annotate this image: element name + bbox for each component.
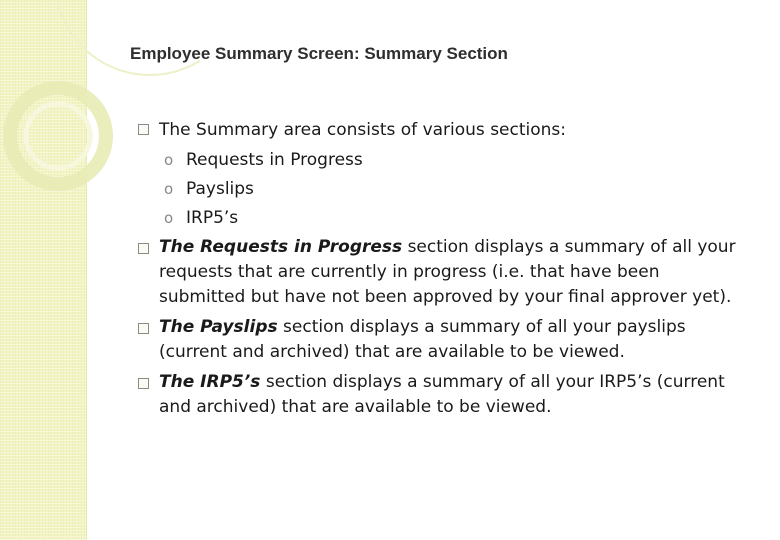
paragraph-item xyxy=(138,315,770,365)
square-bullet-icon xyxy=(138,124,149,135)
paragraph-line: (current and archived) that are available to be viewed. xyxy=(159,342,625,362)
sub-item xyxy=(138,146,770,175)
paragraph-emphasis: The IRP5’s xyxy=(159,372,261,392)
circle-bullet-icon: o xyxy=(164,180,174,198)
circle-bullet-icon: o xyxy=(164,209,174,227)
paragraph-line: and archived) that are available to be viewed. xyxy=(159,397,552,417)
sub-item-label: Payslips xyxy=(186,179,254,199)
paragraph-line: requests that are currently in progress (i.e. that have been xyxy=(159,262,660,282)
paragraph-emphasis: The Payslips xyxy=(159,317,278,337)
square-bullet-icon xyxy=(138,323,149,334)
square-bullet-icon xyxy=(138,243,149,254)
page-title: Employee Summary Screen: Summary Section xyxy=(130,44,508,63)
sub-item-label: Requests in Progress xyxy=(186,150,363,170)
summary-content xyxy=(138,118,770,420)
intro-item xyxy=(138,118,770,146)
paragraph-line: section displays a summary of all your xyxy=(402,237,736,257)
square-bullet-icon xyxy=(138,378,149,389)
paragraph-emphasis: The Requests in Progress xyxy=(159,237,403,257)
paragraph-line: section displays a summary of all your IRP5’s (current xyxy=(260,372,725,392)
sidebar-texture xyxy=(0,0,87,540)
paragraph-item xyxy=(138,370,770,420)
paragraph-item xyxy=(138,235,770,310)
paragraph-line: submitted but have not been approved by your final approver yet). xyxy=(159,287,732,307)
circle-bullet-icon: o xyxy=(164,151,174,169)
sub-item xyxy=(138,175,770,204)
intro-text: The Summary area consists of various sections: xyxy=(159,120,567,140)
paragraph-line: section displays a summary of all your payslips xyxy=(277,317,686,337)
sub-item xyxy=(138,204,770,233)
sub-item-label: IRP5’s xyxy=(186,208,239,228)
